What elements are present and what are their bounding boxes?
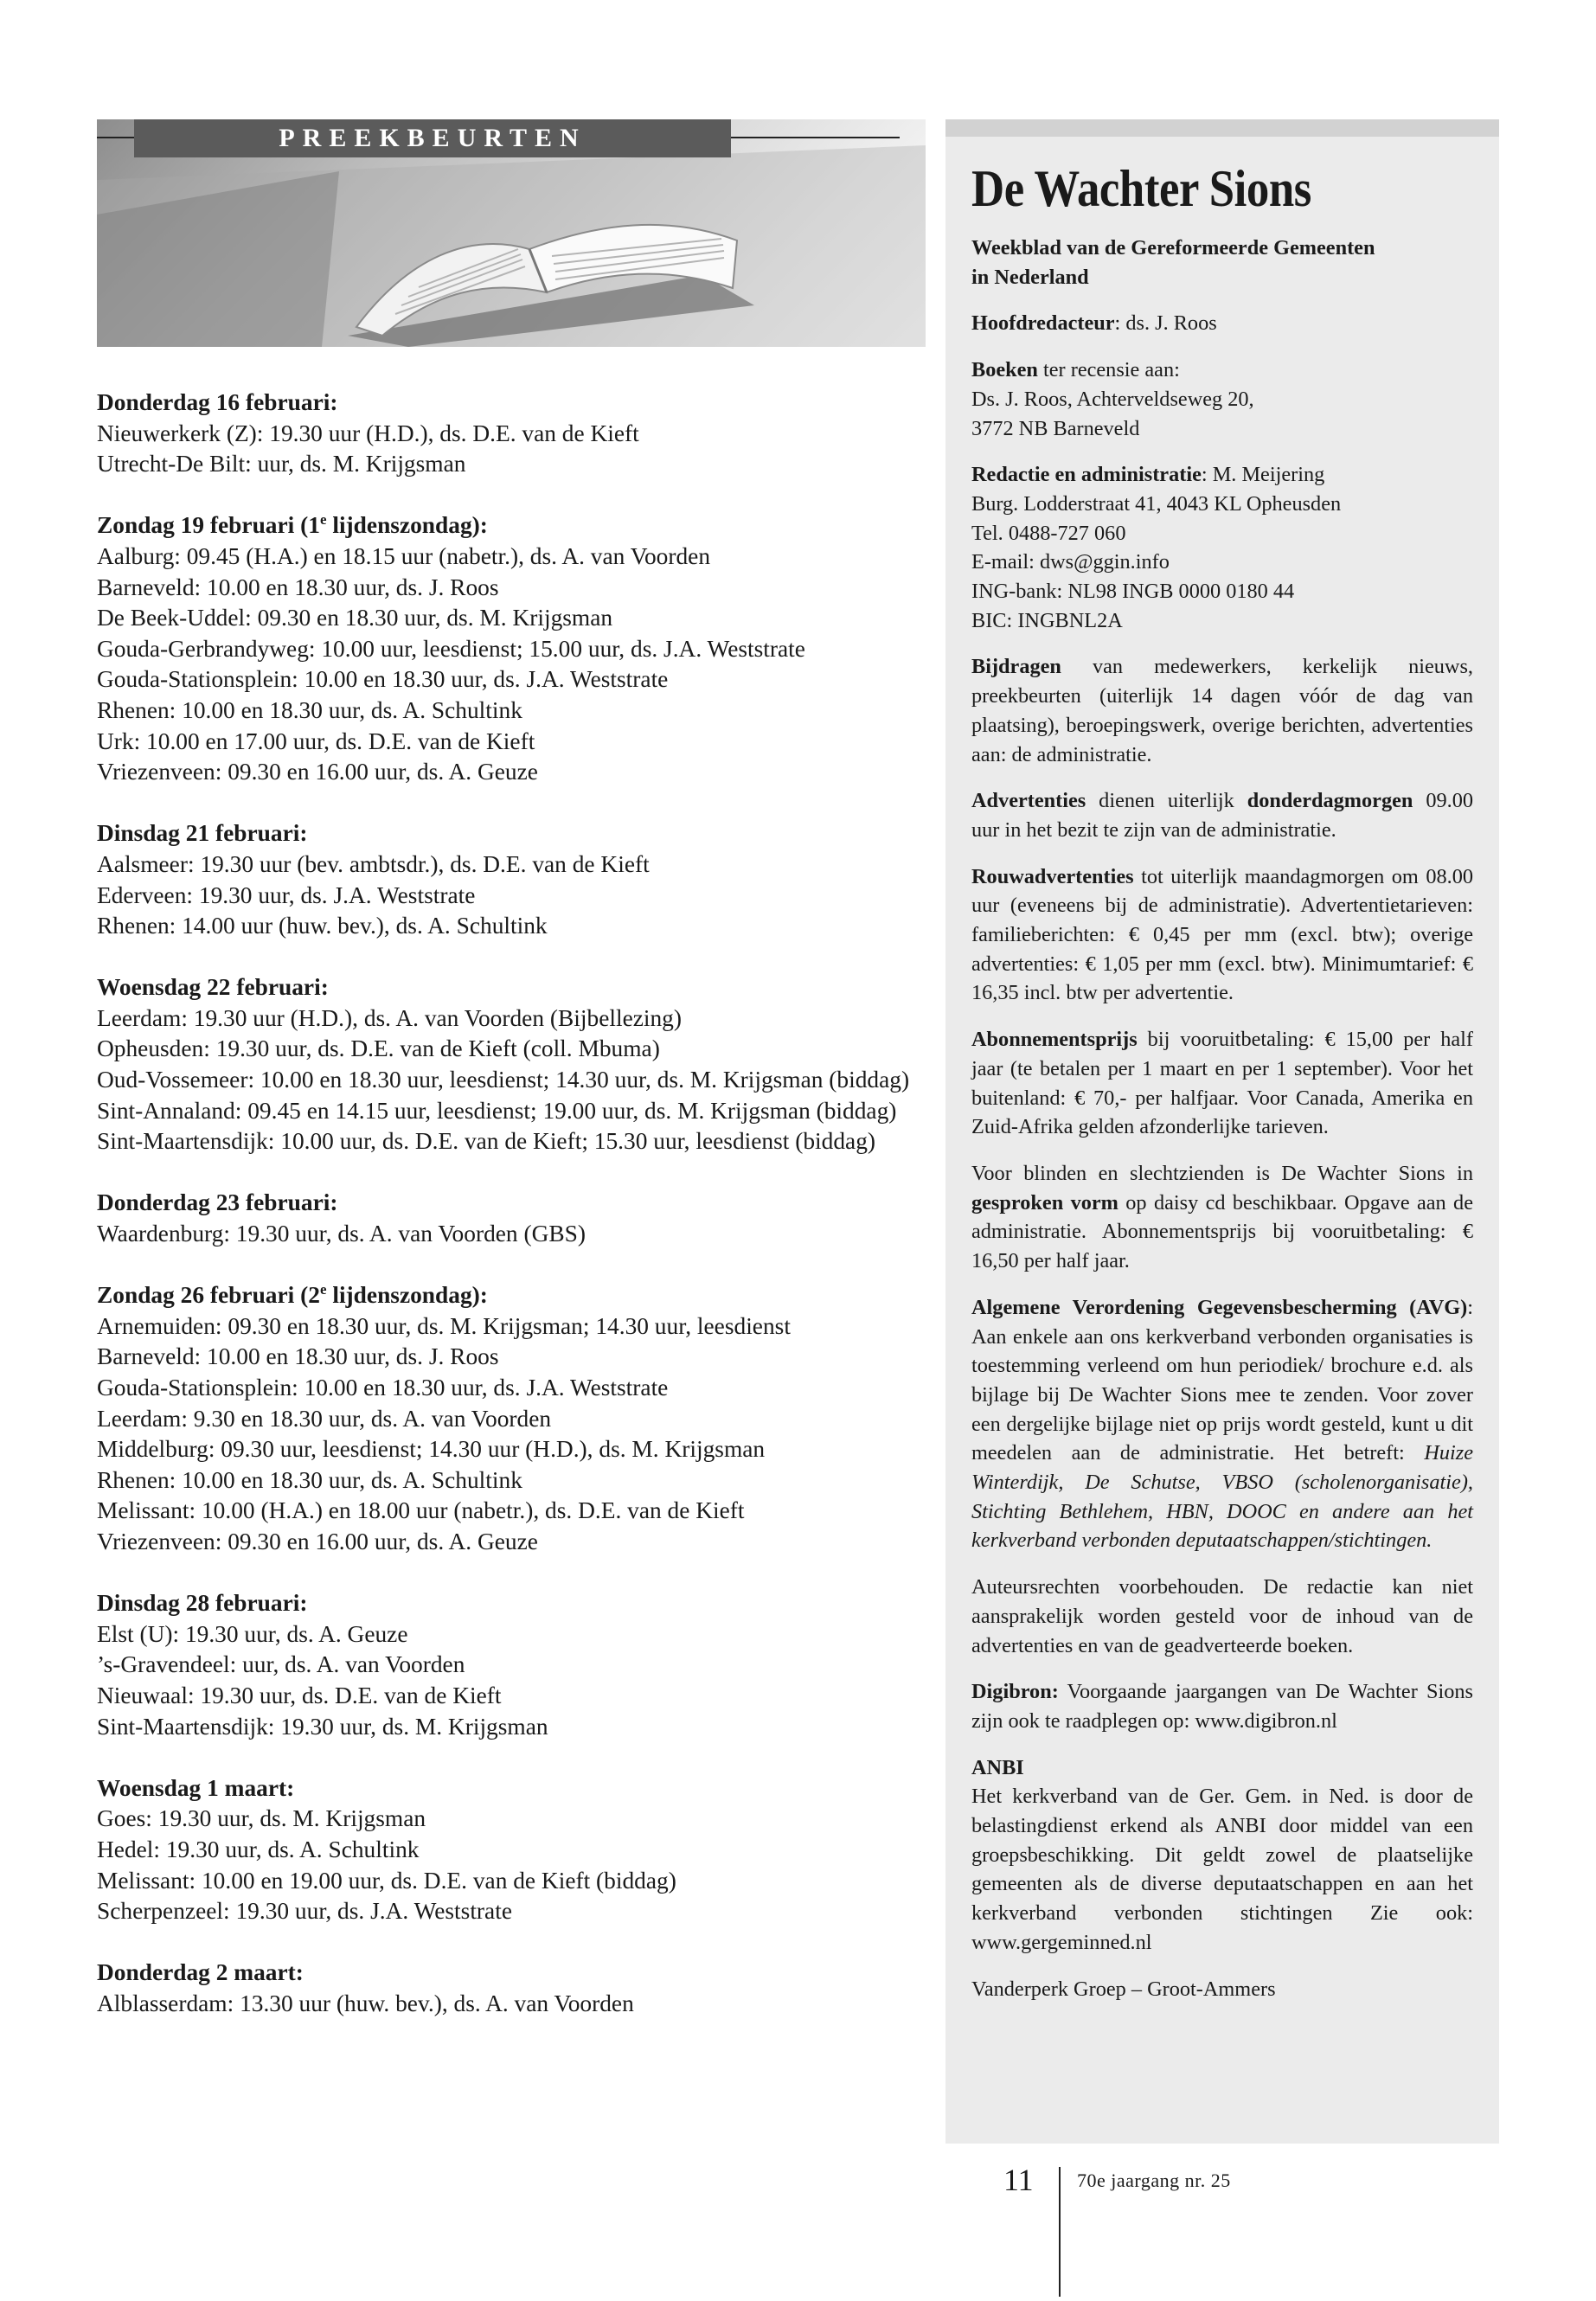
service-line: Melissant: 10.00 (H.A.) en 18.00 uur (nabetr.), ds. D.E. van de Kieft <box>97 1497 745 1524</box>
service-line: Goes: 19.30 uur, ds. M. Krijgsman <box>97 1805 426 1832</box>
schedule-day <box>97 1280 927 1557</box>
service-line: Aalsmeer: 19.30 uur (bev. ambtsdr.), ds. D.E. van de Kieft <box>97 850 650 877</box>
day-heading: Donderdag 2 maart: <box>97 1959 304 1986</box>
service-line: Barneveld: 10.00 en 18.30 uur, ds. J. Roos <box>97 1343 499 1370</box>
blind-readers-info: Voor blinden en slechtzienden is De Wachter Sions in gesproken vorm op daisy cd beschikbaar. Opgave aan de administratie. Abonnementsprijs bij vooruitbetaling: € 16,50 per half jaar. <box>971 1161 1473 1273</box>
day-heading: Zondag 26 februari (2e lijdenszondag): <box>97 1281 488 1309</box>
digibron-info: Digibron: Voorgaande jaargangen van De Wachter Sions zijn ook te raadplegen op: www.digibron.nl <box>971 1680 1473 1733</box>
mourning-ads-info: Rouwadvertenties tot uiterlijk maandagmorgen om 08.00 uur (eveneens bij de administratie). Advertentietarieven: familieberichten: € 0,45 per mm (excl. btw); overige advertenties: € 1,05 per mm (excl. btw). Minimumtarief: € 16,35 incl. btw per advertentie. <box>971 864 1473 1005</box>
service-line: Sint-Maartensdijk: 10.00 uur, ds. D.E. van de Kieft; 15.30 uur, leesdienst (biddag) <box>97 1128 876 1155</box>
service-line: Leerdam: 19.30 uur (H.D.), ds. A. van Voorden (Bijbellezing) <box>97 1004 683 1031</box>
schedule-day <box>97 388 927 480</box>
service-line: Urk: 10.00 en 17.00 uur, ds. D.E. van de Kieft <box>97 727 535 754</box>
service-line: Nieuwerkerk (Z): 19.30 uur (H.D.), ds. D.E. van de Kieft <box>97 420 639 446</box>
service-line: Rhenen: 14.00 uur (huw. bev.), ds. A. Schultink <box>97 913 548 939</box>
service-line: Gouda-Stationsplein: 10.00 en 18.30 uur, ds. J.A. Weststrate <box>97 1375 669 1400</box>
day-heading: Donderdag 16 februari: <box>97 389 338 415</box>
service-line: ’s-Gravendeel: uur, ds. A. van Voorden <box>97 1651 465 1678</box>
copyright-info: Auteursrechten voorbehouden. De redactie kan niet aansprakelijk worden gesteld voor de inhoud van de advertenties en van de geadverteerde boeken. <box>971 1575 1473 1657</box>
service-line: Scherpenzeel: 19.30 uur, ds. J.A. Weststrate <box>97 1898 512 1925</box>
day-heading: Donderdag 23 februari: <box>97 1189 338 1216</box>
service-line: Barneveld: 10.00 en 18.30 uur, ds. J. Roos <box>97 574 499 600</box>
service-line: Utrecht-De Bilt: uur, ds. M. Krijgsman <box>97 451 466 478</box>
anbi-info: ANBI Het kerkverband van de Ger. Gem. in Ned. is door de belastingdienst erkend als ANBI door middel van een groepsbeschikking. Dit geldt zowel de plaatselijke gemeenten als de diverse deputaatschappen en aan het kerkverband verbonden stichtingen Zie ook: www.gergeminned.nl <box>971 1755 1473 1954</box>
editor-info: Hoofdredacteur: ds. J. Roos <box>971 311 1217 336</box>
schedule-day <box>97 1188 927 1249</box>
volume-info: 70e jaargang nr. 25 <box>1077 2170 1231 2191</box>
service-line: Gouda-Gerbrandyweg: 10.00 uur, leesdienst; 15.00 uur, ds. J.A. Weststrate <box>97 635 805 662</box>
service-line: Oud-Vossemeer: 10.00 en 18.30 uur, leesdienst; 14.30 uur, ds. M. Krijgsman (biddag) <box>97 1067 910 1093</box>
section-title: PREEKBEURTEN <box>134 119 731 157</box>
day-heading: Woensdag 1 maart: <box>97 1774 295 1801</box>
masthead-subtitle: Weekblad van de Gereformeerde Gemeenten in Nederland <box>971 236 1375 289</box>
admin-info: Redactie en administratie: M. Meijering Burg. Lodderstraat 41, 4043 KL Opheusden Tel. 0488-727 060 E-mail: dws@ggin.info ING-bank: NL98 INGB 0000 0180 44 BIC: INGBNL2A <box>971 460 1473 635</box>
schedule-day <box>97 818 927 941</box>
day-heading: Zondag 19 februari (1e lijdenszondag): <box>97 511 488 539</box>
service-line: Waardenburg: 19.30 uur, ds. A. van Voorden (GBS) <box>97 1221 586 1247</box>
service-line: Alblasserdam: 13.30 uur (huw. bev.), ds. A. van Voorden <box>97 1990 634 2016</box>
service-line: Arnemuiden: 09.30 en 18.30 uur, ds. M. Krijgsman; 14.30 uur, leesdienst <box>97 1312 791 1339</box>
advertising-info: Advertenties dienen uiterlijk donderdagmorgen 09.00 uur in het bezit te zijn van de administratie. <box>971 789 1473 842</box>
sidebar-top-band <box>945 119 1499 137</box>
footer-divider <box>1059 2167 1061 2297</box>
service-line: Sint-Maartensdijk: 19.30 uur, ds. M. Krijgsman <box>97 1713 548 1740</box>
admin-email: E-mail: dws@ggin.info <box>971 550 1170 574</box>
service-line: Aalburg: 09.45 (H.A.) en 18.15 uur (nabetr.), ds. A. van Voorden <box>97 542 711 569</box>
service-line: Leerdam: 9.30 en 18.30 uur, ds. A. van Voorden <box>97 1405 552 1432</box>
service-line: Opheusden: 19.30 uur, ds. D.E. van de Kieft (coll. Mbuma) <box>97 1035 660 1062</box>
service-line: Hedel: 19.30 uur, ds. A. Schultink <box>97 1836 420 1862</box>
day-heading: Dinsdag 21 februari: <box>97 820 308 847</box>
header-rule-left <box>97 137 134 138</box>
day-heading: Woensdag 22 februari: <box>97 974 329 1001</box>
gdpr-info: Algemene Verordening Gegevensbescherming (AVG): Aan enkele aan ons kerkverband verbonden organisaties is toestemming verleend om hun periodiek/ brochure e.d. als bijlage bij De Wachter Sions mee te zenden. Voor zover een dergelijke bijlage niet op prijs wordt gesteld, kunt u dit meedelen aan de administratie. Het betreft: Huize Winterdijk, De Schutse, VBSO (scholenorganisatie), Stichting Bethlehem, HBN, DOOC en andere aan het kerkverband verbonden deputaatschappen/stichtingen. <box>971 1295 1473 1553</box>
schedule-day <box>97 1958 927 2019</box>
service-line: Rhenen: 10.00 en 18.30 uur, ds. A. Schultink <box>97 1466 522 1493</box>
service-line: Rhenen: 10.00 en 18.30 uur, ds. A. Schultink <box>97 696 522 723</box>
books-info: Boeken ter recensie aan: Ds. J. Roos, Achterveldseweg 20, 3772 NB Barneveld <box>971 358 1254 440</box>
contributions-info: Bijdragen van medewerkers, kerkelijk nieuws, preekbeurten (uiterlijk 14 dagen vóór de dag van plaatsing), beroepingswerk, overige berichten, advertenties aan: de administratie. <box>971 655 1473 766</box>
service-line: Melissant: 10.00 en 19.00 uur, ds. D.E. van de Kieft (biddag) <box>97 1867 676 1894</box>
day-heading: Dinsdag 28 februari: <box>97 1590 308 1617</box>
header-rule-right <box>731 137 900 138</box>
masthead-title: De Wachter Sions <box>971 160 1311 217</box>
schedule-day <box>97 1588 927 1742</box>
service-line: Middelburg: 09.30 uur, leesdienst; 14.30 uur (H.D.), ds. M. Krijgsman <box>97 1436 766 1463</box>
schedule-day <box>97 510 927 787</box>
service-line: Gouda-Stationsplein: 10.00 en 18.30 uur, ds. J.A. Weststrate <box>97 666 669 693</box>
printer-info: Vanderperk Groep – Groot-Ammers <box>971 1977 1276 2001</box>
service-line: Vriezenveen: 09.30 en 16.00 uur, ds. A. Geuze <box>97 1528 538 1554</box>
schedule-day <box>97 972 927 1157</box>
service-line: Ederveen: 19.30 uur, ds. J.A. Weststrate <box>97 881 476 908</box>
colophon-sidebar <box>945 119 1499 2144</box>
schedule-day <box>97 1773 927 1927</box>
page-number: 11 <box>1003 2163 1034 2197</box>
subscription-info: Abonnementsprijs bij vooruitbetaling: € 15,00 per half jaar (te betalen per 1 maart en per 1 september). Voor het buitenland: € 70,- per halfjaar. Voor Canada, Amerika en Zuid-Afrika gelden afzonderlijke tarieven. <box>971 1028 1473 1139</box>
service-line: Elst (U): 19.30 uur, ds. A. Geuze <box>97 1620 408 1647</box>
service-line: Vriezenveen: 09.30 en 16.00 uur, ds. A. Geuze <box>97 759 538 785</box>
service-line: Sint-Annaland: 09.45 en 14.15 uur, leesdienst; 19.00 uur, ds. M. Krijgsman (biddag) <box>97 1097 897 1124</box>
service-line: Nieuwaal: 19.30 uur, ds. D.E. van de Kieft <box>97 1682 502 1708</box>
schedule-list <box>97 388 927 2050</box>
service-line: De Beek-Uddel: 09.30 en 18.30 uur, ds. M. Krijgsman <box>97 605 613 631</box>
